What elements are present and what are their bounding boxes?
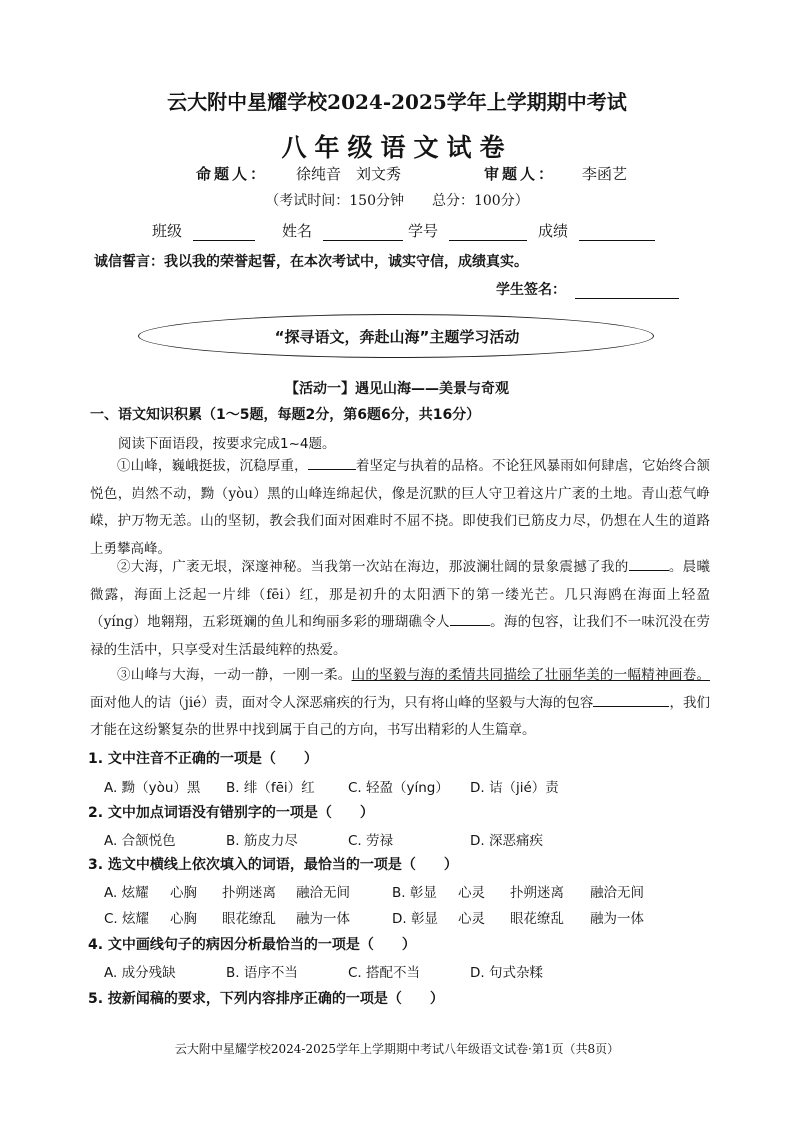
question-4: 4. 文中画线句子的病因分析最恰当的一项是（ ）	[88, 937, 416, 953]
q3-option-b-word-4: 融洽无间	[590, 885, 644, 901]
reviewer-name: 李函艺	[582, 165, 628, 183]
activity-title: 【活动一】遇见山海——美景与奇观	[285, 381, 509, 397]
setter-label: 命题人：	[196, 165, 269, 183]
q3-option-a-word-4: 融洽无间	[296, 885, 350, 901]
q3-option-c-word-3: 眼花缭乱	[222, 911, 276, 927]
name-label: 姓名	[282, 222, 313, 240]
theme-banner-text: “探寻语文，奔赴山海”主题学习活动	[274, 328, 520, 346]
q3-option-a[interactable]: A. 炫耀	[104, 885, 149, 901]
q3-option-d-word-3: 眼花缭乱	[510, 911, 564, 927]
blank-1[interactable]	[308, 455, 356, 470]
class-label: 班级	[152, 222, 183, 240]
underlined-sentence: 山的坚毅与海的柔情共同描绘了壮丽华美的一幅精神画卷。	[351, 667, 711, 683]
name-blank[interactable]	[323, 240, 403, 241]
q3-option-c[interactable]: C. 炫耀	[104, 911, 150, 927]
class-blank[interactable]	[193, 240, 255, 241]
signature-field	[496, 279, 679, 299]
q3-option-a-word-2: 心胸	[170, 885, 197, 901]
q1-option-b[interactable]: B. 绯（fēi）红	[226, 780, 315, 796]
q3-option-a-word-3: 扑朔迷离	[222, 885, 276, 901]
q2-option-b[interactable]: B. 筋皮力尽	[226, 833, 298, 849]
blank-4[interactable]	[593, 692, 669, 707]
reviewer-label: 审题人：	[484, 165, 557, 183]
signature-label: 学生签名：	[496, 282, 566, 298]
question-2: 2. 文中加点词语没有错别字的一项是（ ）	[88, 805, 374, 821]
q4-option-c[interactable]: C. 搭配不当	[348, 965, 421, 981]
q2-option-c[interactable]: C. 劳禄	[348, 833, 394, 849]
q3-option-c-word-2: 心胸	[170, 911, 197, 927]
passage-paragraph-1: ①山峰，巍峨挺拔，沉稳厚重， 着坚定与执着的品格。不论狂风暴雨如何肆虐，它始终合颔悦色，岿然不动，黝（yòu）黑的山峰连绵起伏，像是沉默的巨人守卫着这片广袤的土地。青山惹气峥嵘，护万物无恙。山的坚韧，教会我们面对困难时不屈不挠。即使我们已筋皮力尽，仍想在人生的道路上勇攀高峰。	[90, 453, 710, 563]
q4-option-d[interactable]: D. 句式杂糅	[470, 965, 543, 981]
student-id-blank[interactable]	[449, 240, 527, 241]
q2-option-d[interactable]: D. 深恶痛疾	[470, 833, 543, 849]
q3-option-b[interactable]: B. 彰显	[392, 885, 437, 901]
question-5: 5. 按新闻稿的要求，下列内容排序正确的一项是（ ）	[88, 991, 444, 1007]
score-label: 成绩	[538, 222, 569, 240]
passage-paragraph-3: ③山峰与大海，一动一静，一刚一柔。山的坚毅与海的柔情共同描绘了壮丽华美的一幅精神画卷。面对他人的诘（jié）责，面对令人深恶痛疾的行为，只有将山峰的坚毅与大海的包容 ，我们才能在这纷繁复杂的世界中找到属于自己的方向，书写出精彩的人生篇章。	[90, 667, 711, 738]
name-field	[282, 220, 403, 241]
student-id-field	[408, 220, 527, 241]
page-footer: 云大附中星耀学校2024-2025学年上学期期中考试八年级语文试卷·第1页（共8页）	[174, 1042, 620, 1056]
honesty-pledge: 诚信誓言：我以我的荣誉起誓，在本次考试中，诚实守信，成绩真实。	[94, 254, 528, 270]
q1-option-a[interactable]: A. 黝（yòu）黑	[104, 780, 201, 796]
q1-option-c[interactable]: C. 轻盈（yíng）	[348, 780, 449, 796]
q3-option-d[interactable]: D. 彰显	[392, 911, 438, 927]
q2-option-a[interactable]: A. 合颔悦色	[104, 833, 176, 849]
student-id-label: 学号	[408, 222, 439, 240]
question-3: 3. 选文中横线上依次填入的词语，最恰当的一项是（ ）	[88, 857, 458, 873]
setter-names: 徐纯音 刘文秀	[296, 165, 402, 183]
q3-option-d-word-2: 心灵	[458, 911, 485, 927]
score-field	[538, 220, 655, 241]
passage-paragraph-2: ②大海，广袤无垠，深邃神秘。当我第一次站在海边，那波澜壮阔的景象震撼了我的 。晨曦微露，海面上泛起一片绯（fēi）红，那是初升的太阳洒下的第一缕光芒。几只海鸥在海面上轻盈（yíng）地翱翔，五彩斑斓的鱼儿和绚丽多彩的珊瑚礁令人 。海的包容，让我们不一味沉没在劳禄的生活中，只享受对生活最纯粹的热爱。	[90, 554, 710, 664]
blank-3[interactable]	[450, 611, 490, 626]
score-blank[interactable]	[579, 240, 655, 241]
q3-option-d-word-4: 融为一体	[590, 911, 644, 927]
q4-option-a[interactable]: A. 成分残缺	[104, 965, 176, 981]
blank-2[interactable]	[629, 556, 669, 571]
q3-option-b-word-2: 心灵	[458, 885, 485, 901]
class-field	[152, 220, 255, 241]
q3-option-b-word-3: 扑朔迷离	[510, 885, 564, 901]
section-title: 一、语文知识积累（1～5题，每题2分，第6题6分，共16分）	[90, 407, 481, 423]
q4-option-b[interactable]: B. 语序不当	[226, 965, 298, 981]
question-1: 1. 文中注音不正确的一项是（ ）	[88, 751, 318, 767]
section-instruction: 阅读下面语段，按要求完成1~4题。	[118, 436, 336, 452]
school-title: 云大附中星耀学校2024-2025学年上学期期中考试	[167, 90, 627, 114]
exam-time-info: （考试时间：150分钟 总分：100分）	[265, 193, 529, 209]
q1-option-d[interactable]: D. 诘（jié）责	[470, 780, 559, 796]
exam-title: 八年级语文试卷	[281, 133, 513, 162]
signature-blank[interactable]	[575, 298, 679, 299]
q3-option-c-word-4: 融为一体	[296, 911, 350, 927]
